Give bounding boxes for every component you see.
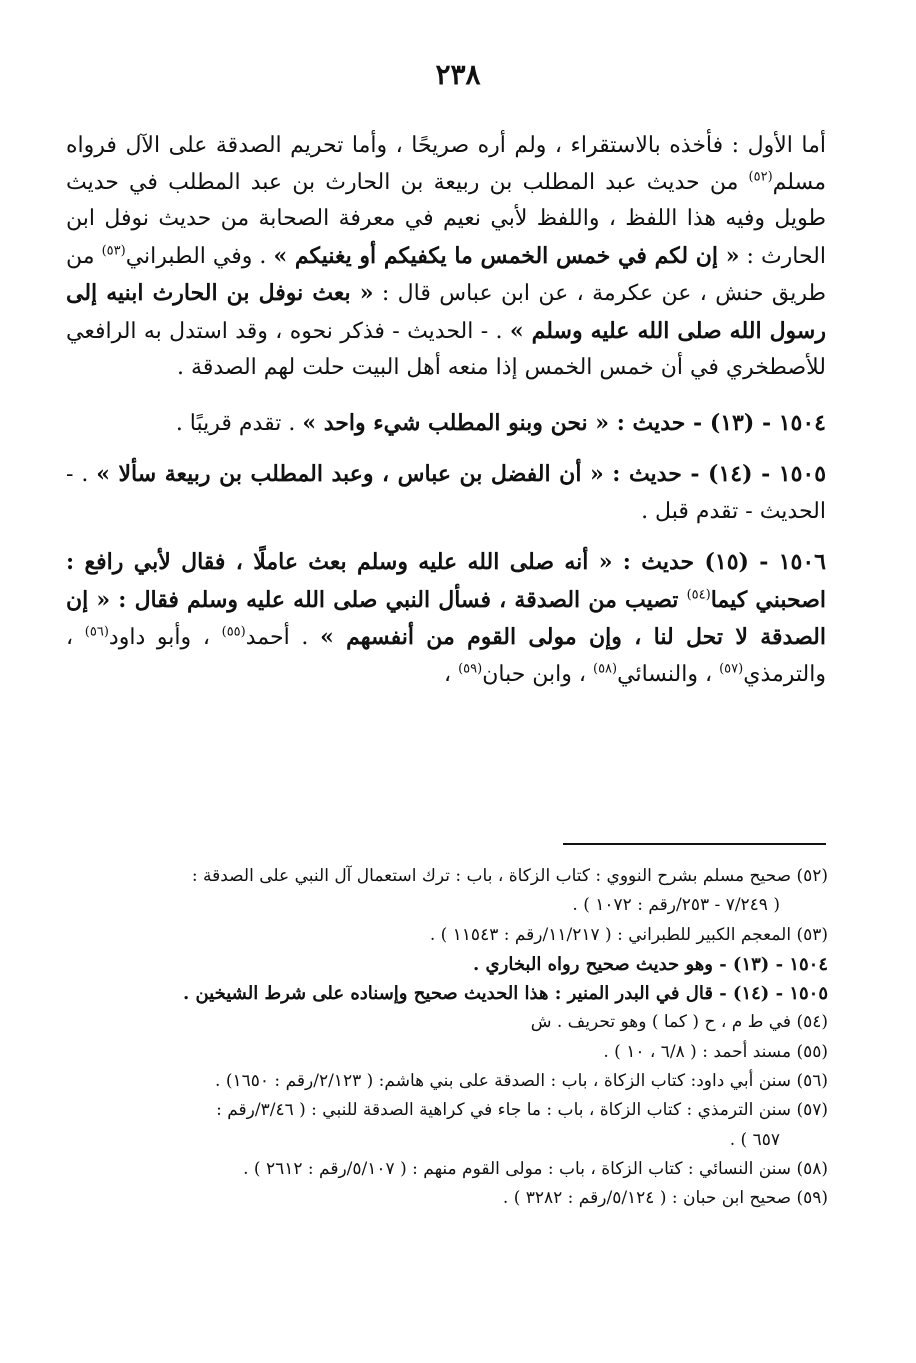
text-run: . - الحديث - تقدم قبل . — [66, 462, 826, 524]
footnotes — [66, 862, 828, 1214]
footnote-continuation: ٦٥٧ ) . — [729, 1129, 780, 1150]
footnote-56: (٥٦) سنن أبي داود: كتاب الزكاة ، باب : الصدقة على بني هاشم: ( ٢/١٢٣/رقم : ١٦٥٠) . — [215, 1071, 828, 1092]
page-number: ٢٣٨ — [435, 58, 481, 91]
footnote-52 — [66, 862, 828, 921]
footnote-ref-54: (٥٤) — [686, 587, 711, 603]
text-run: ، والنسائي — [617, 661, 720, 687]
entry-heading: ١٥٠٤ - (١٣) - حديث : « نحن وبنو المطلب شيء واحد » — [302, 409, 826, 436]
footnote-ref-56: (٥٦) — [84, 624, 109, 640]
footnote-ref-52: (٥٢) — [748, 169, 773, 185]
footnote-text: (٥٢) صحيح مسلم بشرح النووي : كتاب الزكاة ، باب : ترك استعمال آل النبي على الصدقة : — [191, 866, 828, 886]
entry-heading: ١٥٠٦ - (١٥) حديث : « أنه صلى الله عليه وسلم بعث عاملًا ، فقال لأبي رافع : اصحبني كيما — [66, 549, 826, 613]
text-run: ، — [443, 661, 459, 687]
footnote-54: (٥٤) في ط م ، ح ( كما ) وهو تحريف . ش — [530, 1012, 828, 1033]
text-run: أما الأول : فأخذه بالاستقراء ، ولم أره صريحًا ، وأما تحريم الصدقة على الآل فرواه مسلم — [66, 133, 826, 195]
footnote-ref-53: (٥٣) — [101, 243, 126, 259]
footnote-ref-58: (٥٨) — [593, 661, 618, 677]
footnote-continuation: ( ٧/٢٤٩ - ٢٥٣/رقم : ١٠٧٢ ) . — [572, 895, 780, 916]
hadith-entry-1506 — [66, 544, 826, 693]
footnote-1505: ١٥٠٥ - (١٤) - قال في البدر المنير : هذا الحديث صحيح وإسناده على شرط الشيخين . — [182, 983, 828, 1005]
text-run: . أحمد — [245, 625, 321, 650]
hadith-entry-1504 — [66, 405, 826, 443]
hadith-quote: « إن لكم في خمس الخمس ما يكفيكم أو يغنيكم » — [273, 242, 740, 269]
footnote-59: (٥٩) صحيح ابن حبان : ( ٥/١٢٤/رقم : ٣٢٨٢ ) . — [502, 1188, 828, 1209]
text-run: . وفي الطبراني — [125, 243, 274, 269]
text-run: من طريق حنش ، عن عكرمة ، عن ابن عباس قال : — [66, 243, 826, 306]
footnote-ref-57: (٥٧) — [719, 661, 744, 677]
text-run: ، وأبو داود — [108, 625, 222, 650]
text-run: من حديث عبد المطلب بن ربيعة بن الحارث بن عبد المطلب في حديث طويل وفيه هذا اللفظ ، واللفظ لأبي نعيم في معرفة الصحابة من حديث نوفل ابن الحارث : — [66, 169, 826, 269]
footnote-57 — [66, 1096, 828, 1155]
footnote-58: (٥٨) سنن النسائي : كتاب الزكاة ، باب : مولى القوم منهم : ( ٥/١٠٧/رقم : ٢٦١٢ ) . — [243, 1158, 828, 1179]
footnote-ref-59: (٥٩) — [458, 661, 483, 677]
hadith-quote: « بعث نوفل بن الحارث ابنيه إلى رسول الله صلى الله عليه وسلم » — [66, 280, 826, 344]
hadith-entry-1505 — [66, 456, 826, 530]
main-text — [66, 128, 826, 693]
footnote-55: (٥٥) مسند أحمد : ( ٦/٨ ، ١٠ ) . — [603, 1041, 828, 1062]
text-run: ، وابن حبان — [482, 661, 593, 687]
text-run: . - الحديث - فذكر نحوه ، وقد استدل به الرافعي للأصطخري في أن خمس الخمس إذا منعه أهل البيت حلت لهم الصدقة . — [66, 318, 826, 380]
text-run: . تقدم قريبًا . — [175, 410, 303, 436]
entry-heading: تصيب من الصدقة ، فسأل النبي صلى الله عليه وسلم فقال : « إن الصدقة لا تحل لنا ، وإن مولى القوم من أنفسهم » — [66, 586, 826, 650]
footnote-1504: ١٥٠٤ - (١٣) - وهو حديث صحيح رواه البخاري . — [473, 953, 828, 975]
footnote-53: (٥٣) المعجم الكبير للطبراني : ( ١١/٢١٧/رقم : ١١٥٤٣ ) . — [429, 924, 828, 945]
footnote-ref-55: (٥٥) — [221, 624, 246, 640]
entry-heading: ١٥٠٥ - (١٤) - حديث : « أن الفضل بن عباس ، وعبد المطلب بن ربيعة سألا » — [96, 461, 827, 487]
footnote-divider — [563, 843, 826, 845]
footnote-text: (٥٧) سنن الترمذي : كتاب الزكاة ، باب : ما جاء في كراهية الصدقة للنبي : ( ٣/٤٦/رقم : — [216, 1100, 828, 1121]
paragraph-intro — [66, 128, 826, 387]
text-run: ، والترمذي — [66, 625, 826, 687]
